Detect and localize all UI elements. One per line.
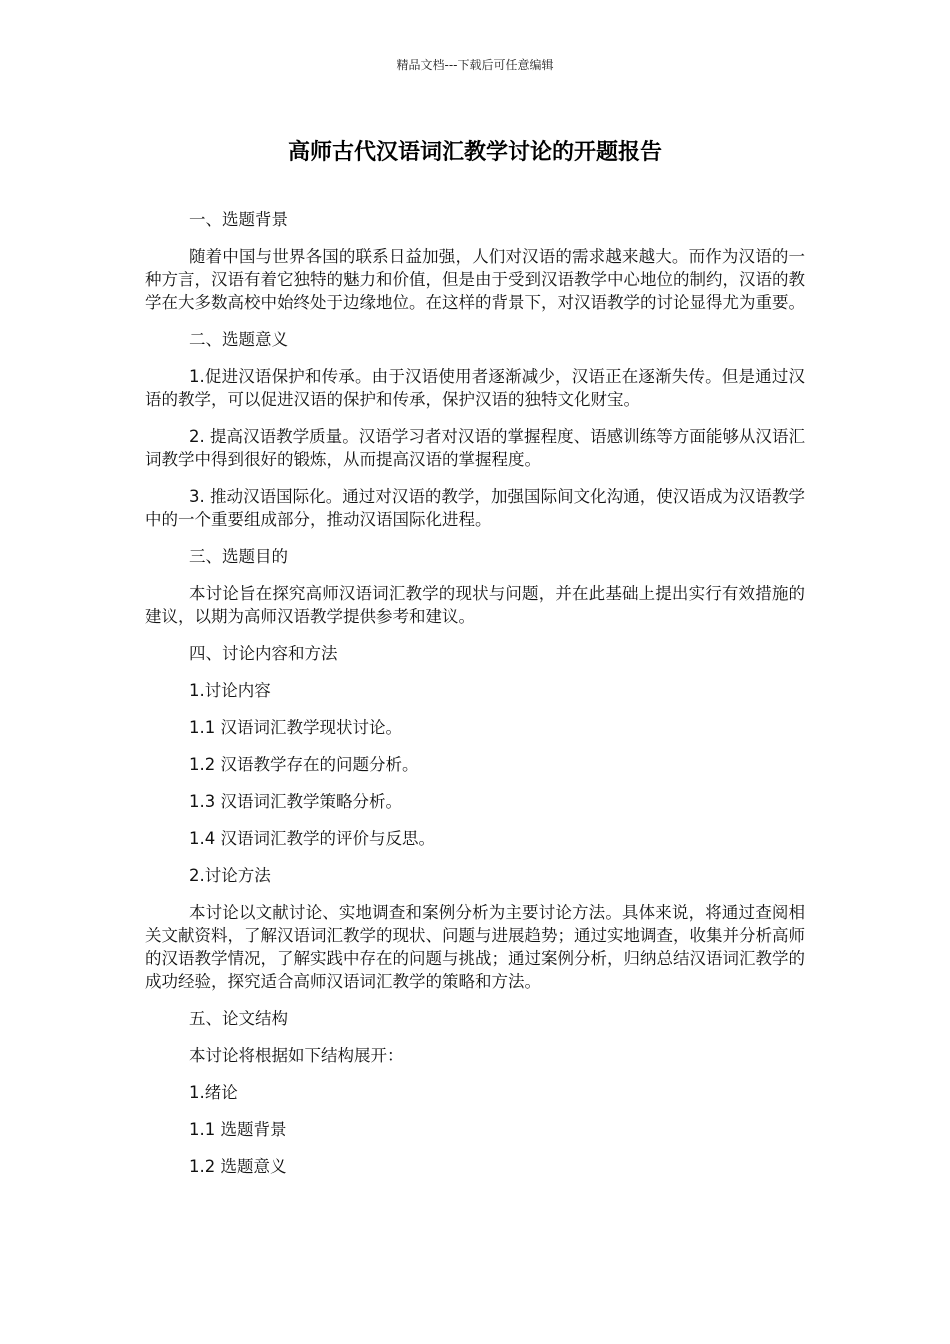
section-heading-significance: 二、选题意义 [189,330,288,349]
list-item: 1.2 选题意义 [189,1157,287,1176]
section-heading-background: 一、选题背景 [189,210,288,229]
paragraph-structure-intro: 本讨论将根据如下结构展开： [189,1046,404,1065]
list-item: 1.绪论 [189,1083,238,1102]
page-header: 精品文档---下载后可任意编辑 [396,58,554,72]
paragraph-method: 本讨论以文献讨论、实地调查和案例分析为主要讨论方法。具体来说，将通过查阅相关文献资料，了解汉语词汇教学的现状、问题与进展趋势；通过实地调查，收集并分析高师的汉语教学情况，了解实践中存在的问题与挑战；通过案例分析，归纳总结汉语词汇教学的成功经验，探究适合高师汉语词汇教学的策略和方法。 [145,903,805,991]
paragraph-purpose: 本讨论旨在探究高师汉语词汇教学的现状与问题，并在此基础上提出实行有效措施的建议，以期为高师汉语教学提供参考和建议。 [145,584,805,626]
document-title: 高师古代汉语词汇教学讨论的开题报告 [287,140,662,165]
section-heading-purpose: 三、选题目的 [189,547,288,566]
section-heading-structure: 五、论文结构 [189,1009,288,1028]
subheading-content: 1.讨论内容 [189,681,271,700]
paragraph-significance-1: 1.促进汉语保护和传承。由于汉语使用者逐渐减少，汉语正在逐渐失传。但是通过汉语的教学，可以促进汉语的保护和传承，保护汉语的独特文化财宝。 [145,367,805,409]
section-heading-content-method: 四、讨论内容和方法 [189,644,338,663]
list-item: 1.1 汉语词汇教学现状讨论。 [189,718,402,737]
list-item: 1.2 汉语教学存在的问题分析。 [189,755,419,774]
list-item: 1.4 汉语词汇教学的评价与反思。 [189,829,435,848]
document-body [145,208,805,1178]
paragraph-significance-2: 2. 提高汉语教学质量。汉语学习者对汉语的掌握程度、语感训练等方面能够从汉语汇词教学中得到很好的锻炼，从而提高汉语的掌握程度。 [145,427,805,469]
list-item: 1.1 选题背景 [189,1120,287,1139]
paragraph-significance-3: 3. 推动汉语国际化。通过对汉语的教学，加强国际间文化沟通，使汉语成为汉语教学中的一个重要组成部分，推动汉语国际化进程。 [145,487,805,529]
subheading-method: 2.讨论方法 [189,866,271,885]
paragraph-background: 随着中国与世界各国的联系日益加强，人们对汉语的需求越来越大。而作为汉语的一种方言，汉语有着它独特的魅力和价值，但是由于受到汉语教学中心地位的制约，汉语的教学在大多数高校中始终处于边缘地位。在这样的背景下，对汉语教学的讨论显得尤为重要。 [145,247,805,312]
list-item: 1.3 汉语词汇教学策略分析。 [189,792,402,811]
